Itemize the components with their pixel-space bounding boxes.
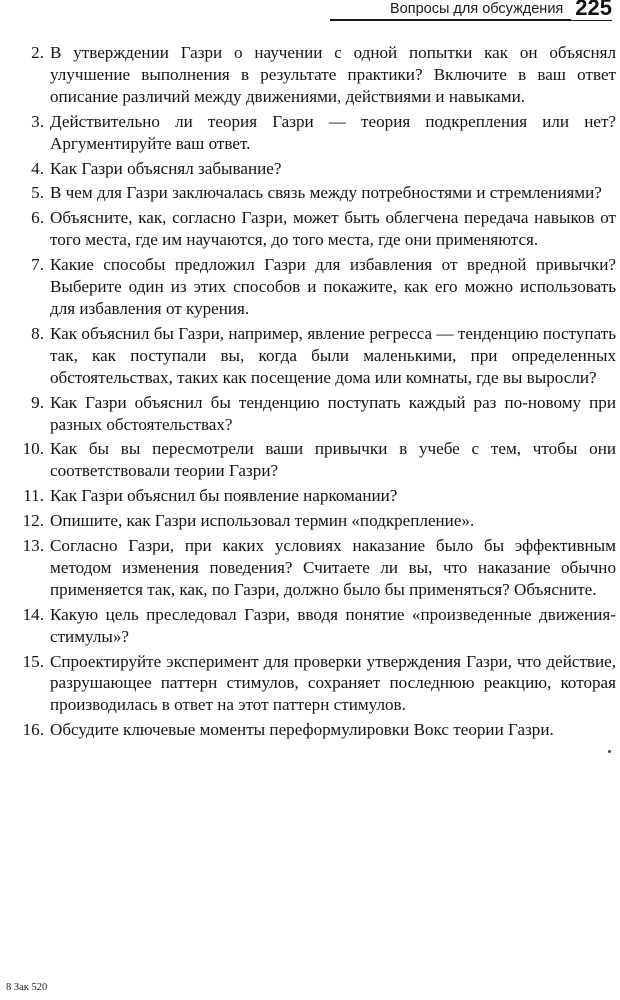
question-text: Объясните, как, согласно Газри, может быть облегчена передача навыков от того места, где им научаются, до того места, где они применяются. bbox=[50, 208, 616, 250]
question-item bbox=[18, 254, 616, 320]
question-text: Как Газри объяснил бы тенденцию поступать каждый раз по-новому при разных обстоятельствах? bbox=[50, 392, 616, 434]
question-number: 12. bbox=[22, 511, 44, 531]
question-item bbox=[18, 510, 616, 532]
question-item bbox=[18, 392, 616, 436]
question-number: 5. bbox=[31, 183, 44, 203]
section-title: Вопросы для обсуждения bbox=[384, 0, 571, 18]
question-text: Согласно Газри, при каких условиях наказание было бы эффективным методом изменения поведения? Считаете ли вы, что наказание обычно применяется так, как, по Газри, должно было бы применяться? Объясните. bbox=[50, 536, 616, 599]
question-item bbox=[18, 719, 616, 741]
question-item bbox=[18, 182, 616, 204]
question-text: Действительно ли теория Газри — теория подкрепления или нет? Аргументируйте ваш ответ. bbox=[50, 111, 616, 153]
question-item bbox=[18, 438, 616, 482]
question-text: Спроектируйте эксперимент для проверки утверждения Газри, что действие, разрушающее паттерн стимулов, сохраняет последнюю реакцию, которая производилась в ответ на этот паттерн стимулов. bbox=[50, 651, 616, 715]
question-number: 16. bbox=[22, 720, 44, 740]
question-number: 2. bbox=[31, 43, 44, 62]
question-text: Какую цель преследовал Газри, вводя понятие «произведенные движения-стимулы»? bbox=[50, 604, 616, 646]
question-number: 9. bbox=[31, 392, 44, 412]
question-item bbox=[18, 535, 616, 601]
question-number: 15. bbox=[22, 651, 44, 671]
print-speck bbox=[608, 750, 611, 753]
question-item bbox=[18, 158, 616, 180]
question-number: 7. bbox=[31, 255, 44, 275]
question-number: 3. bbox=[31, 111, 44, 131]
question-item bbox=[18, 323, 616, 389]
question-text: Как Газри объяснял забывание? bbox=[50, 158, 282, 178]
question-text: Как бы вы пересмотрели ваши привычки в учебе с тем, чтобы они соответствовали теории Газри? bbox=[50, 439, 616, 481]
question-number: 11. bbox=[23, 486, 44, 506]
question-item bbox=[18, 42, 616, 108]
question-number: 10. bbox=[22, 439, 44, 459]
header-rule bbox=[330, 19, 612, 21]
question-text: Как объяснил бы Газри, например, явление регресса — тенденцию поступать так, как поступали вы, когда были маленькими, при определенных обстоятельствах, таких как посещение дома или комнаты, где вы выросли? bbox=[50, 323, 616, 387]
running-header bbox=[330, 0, 612, 26]
question-number: 14. bbox=[22, 604, 44, 624]
printer-signature-mark: 8 Зак 520 bbox=[6, 982, 48, 993]
question-number: 6. bbox=[31, 208, 44, 228]
question-item bbox=[18, 651, 616, 717]
question-item bbox=[18, 604, 616, 648]
question-item bbox=[18, 111, 616, 155]
question-item bbox=[18, 485, 616, 507]
question-text: Опишите, как Газри использовал термин «подкрепление». bbox=[50, 511, 475, 531]
question-number: 13. bbox=[22, 536, 44, 556]
question-text: В чем для Газри заключалась связь между потребностями и стремлениями? bbox=[50, 183, 602, 203]
question-item bbox=[18, 207, 616, 251]
question-text: Обсудите ключевые моменты переформулировки Вокс теории Газри. bbox=[50, 720, 554, 740]
question-text: Какие способы предложил Газри для избавления от вредной привычки? Выберите один из этих способов и покажите, как его можно использовать для избавления от курения. bbox=[50, 255, 616, 318]
question-text: Как Газри объяснил бы появление наркомании? bbox=[50, 486, 398, 506]
question-number: 8. bbox=[31, 323, 44, 343]
question-text: В утверждении Газри о научении с одной попытки как он объяснял улучшение выполнения в результате практики? Включите в ваш ответ описание различий между движениями, действиями и навыками. bbox=[50, 43, 616, 106]
question-number: 4. bbox=[31, 158, 44, 178]
page-number: 225 bbox=[571, 0, 612, 20]
discussion-questions-list bbox=[18, 42, 616, 744]
